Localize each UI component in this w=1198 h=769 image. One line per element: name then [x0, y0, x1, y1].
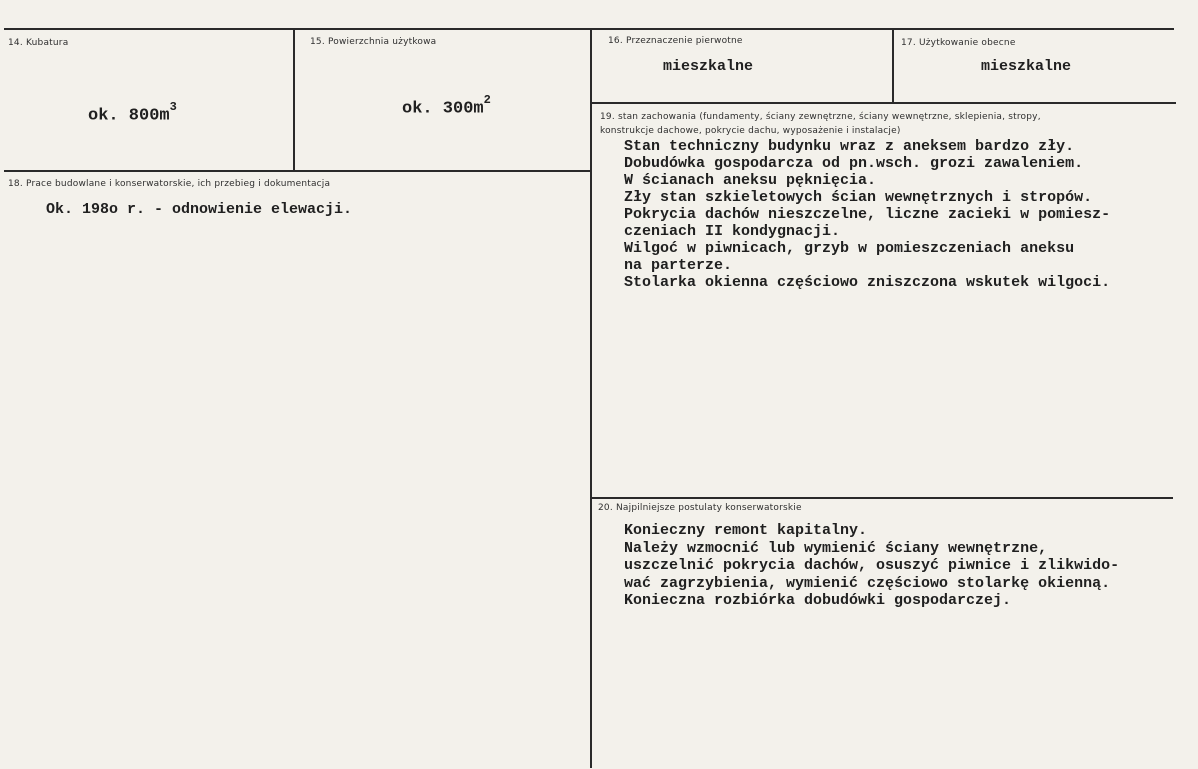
divider-15-16 — [590, 30, 592, 768]
field-16-label: 16. Przeznaczenie pierwotne — [608, 36, 743, 46]
top-rule — [4, 28, 1174, 30]
field-18-label: 18. Prace budowlane i konserwatorskie, ich przebieg i dokumentacja — [8, 179, 331, 189]
rule-right-19 — [592, 102, 1176, 104]
field-14-text: ok. 800m — [88, 106, 170, 126]
field-14-value — [88, 100, 177, 126]
text-line: Wilgoć w piwnicach, grzyb w pomieszczeniach aneksu — [624, 240, 1075, 257]
text-line: Konieczny remont kapitalny. — [624, 522, 868, 539]
rule-left-mid — [4, 170, 592, 172]
field-15-sup: 2 — [483, 93, 491, 107]
text-line: wać zagrzybienia, wymienić częściowo stolarkę okienną. — [624, 574, 1111, 592]
text-line: Należy wzmocnić lub wymienić ściany wewnętrzne, — [624, 539, 1048, 557]
field-14-label: 14. Kubatura — [8, 38, 69, 48]
text-line: czeniach II kondygnacji. — [624, 223, 841, 240]
field-17-label: 17. Użytkowanie obecne — [901, 38, 1016, 48]
text-line: Dobudówka gospodarcza od pn.wsch. grozi zawaleniem. — [624, 155, 1084, 172]
field-19-label: 19. stan zachowania (fundamenty, ściany zewnętrzne, ściany wewnętrzne, sklepienia, stropy, konstrukcje dachowe, pokrycie dachu, wyposażenie i instalacje) — [600, 112, 1041, 136]
text-line: W ścianach aneksu pęknięcia. — [624, 172, 877, 189]
text-line: Pokrycia dachów nieszczelne, liczne zacieki w pomiesz- — [624, 206, 1111, 223]
text-line: Stolarka okienna częściowo zniszczona wskutek wilgoci. — [624, 274, 1111, 291]
field-17-value: mieszkalne — [981, 58, 1072, 75]
field-15-text: ok. 300m — [402, 99, 484, 119]
field-15-value — [402, 93, 491, 119]
divider-16-17 — [892, 30, 894, 102]
text-line: Zły stan szkieletowych ścian wewnętrznych i stropów. — [624, 189, 1093, 206]
field-20-text — [624, 522, 1119, 610]
text-line: na parterze. — [624, 257, 733, 274]
text-line: Konieczna rozbiórka dobudówki gospodarczej. — [624, 592, 1012, 609]
field-20-label: 20. Najpilniejsze postulaty konserwatorskie — [598, 503, 802, 513]
field-18-value: Ok. 198o r. - odnowienie elewacji. — [46, 201, 353, 218]
rule-right-20 — [592, 497, 1173, 499]
divider-14-15 — [293, 30, 295, 170]
field-15-label: 15. Powierzchnia użytkowa — [310, 37, 437, 47]
field-16-value: mieszkalne — [663, 58, 754, 75]
field-14-sup: 3 — [169, 100, 177, 114]
text-line: uszczelnić pokrycia dachów, osuszyć piwnice i zlikwido- — [624, 557, 1120, 574]
field-19-text — [624, 138, 1110, 291]
text-line: Stan techniczny budynku wraz z aneksem bardzo zły. — [624, 138, 1075, 155]
